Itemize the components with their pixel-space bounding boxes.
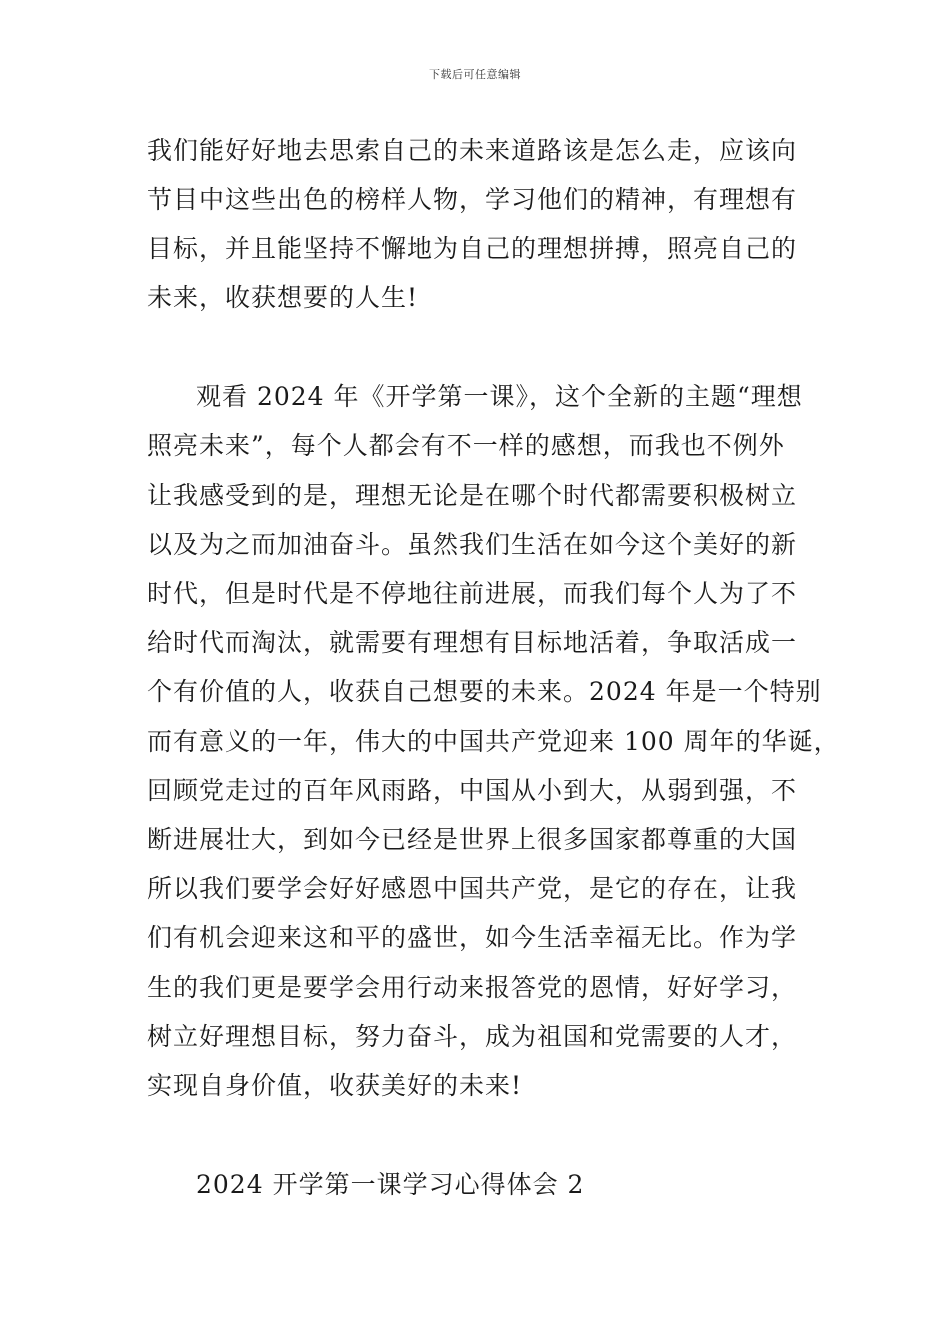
paragraph-line: 回顾党走过的百年风雨路，中国从小到大，从弱到强，不 (147, 776, 798, 805)
paragraph-line: 生的我们更是要学会用行动来报答党的恩情，好好学习， (147, 973, 798, 1002)
paragraph-line: 节目中这些出色的榜样人物，学习他们的精神，有理想有 (147, 185, 798, 214)
paragraph-line: 们有机会迎来这和平的盛世，如今生活幸福无比。作为学 (147, 923, 798, 952)
paragraph-line: 我们能好好地去思索自己的未来道路该是怎么走，应该向 (147, 136, 798, 165)
paragraph-line: 时代，但是时代是不停地往前进展，而我们每个人为了不 (147, 579, 798, 608)
paragraph-line: 照亮未来”，每个人都会有不一样的感想，而我也不例外 (147, 431, 785, 460)
paragraph-line: 树立好理想目标，努力奋斗，成为祖国和党需要的人才， (147, 1022, 798, 1051)
paragraph-line: 未来，收获想要的人生! (147, 283, 419, 312)
section-heading: 2024 开学第一课学习心得体会 2 (196, 1170, 585, 1199)
paragraph-line: 所以我们要学会好好感恩中国共产党，是它的存在，让我 (147, 874, 798, 903)
paragraph-line: 观看 2024 年《开学第一课》，这个全新的主题“理想 (196, 382, 803, 411)
paragraph-line: 给时代而淘汰，就需要有理想有目标地活着，争取活成一 (147, 628, 798, 657)
paragraph-line: 实现自身价值，收获美好的未来! (147, 1071, 523, 1100)
paragraph-line: 断进展壮大，到如今已经是世界上很多国家都尊重的大国 (147, 825, 798, 854)
paragraph-line: 目标，并且能坚持不懈地为自己的理想拼搏，照亮自己的 (147, 234, 798, 263)
paragraph-line: 而有意义的一年，伟大的中国共产党迎来 100 周年的华诞， (147, 727, 840, 756)
paragraph-line: 以及为之而加油奋斗。虽然我们生活在如今这个美好的新 (147, 530, 798, 559)
paragraph-line: 让我感受到的是，理想无论是在哪个时代都需要积极树立 (147, 481, 798, 510)
paragraph-line: 个有价值的人，收获自己想要的未来。2024 年是一个特别 (147, 677, 822, 706)
page-header: 下载后可任意编辑 (429, 68, 521, 81)
